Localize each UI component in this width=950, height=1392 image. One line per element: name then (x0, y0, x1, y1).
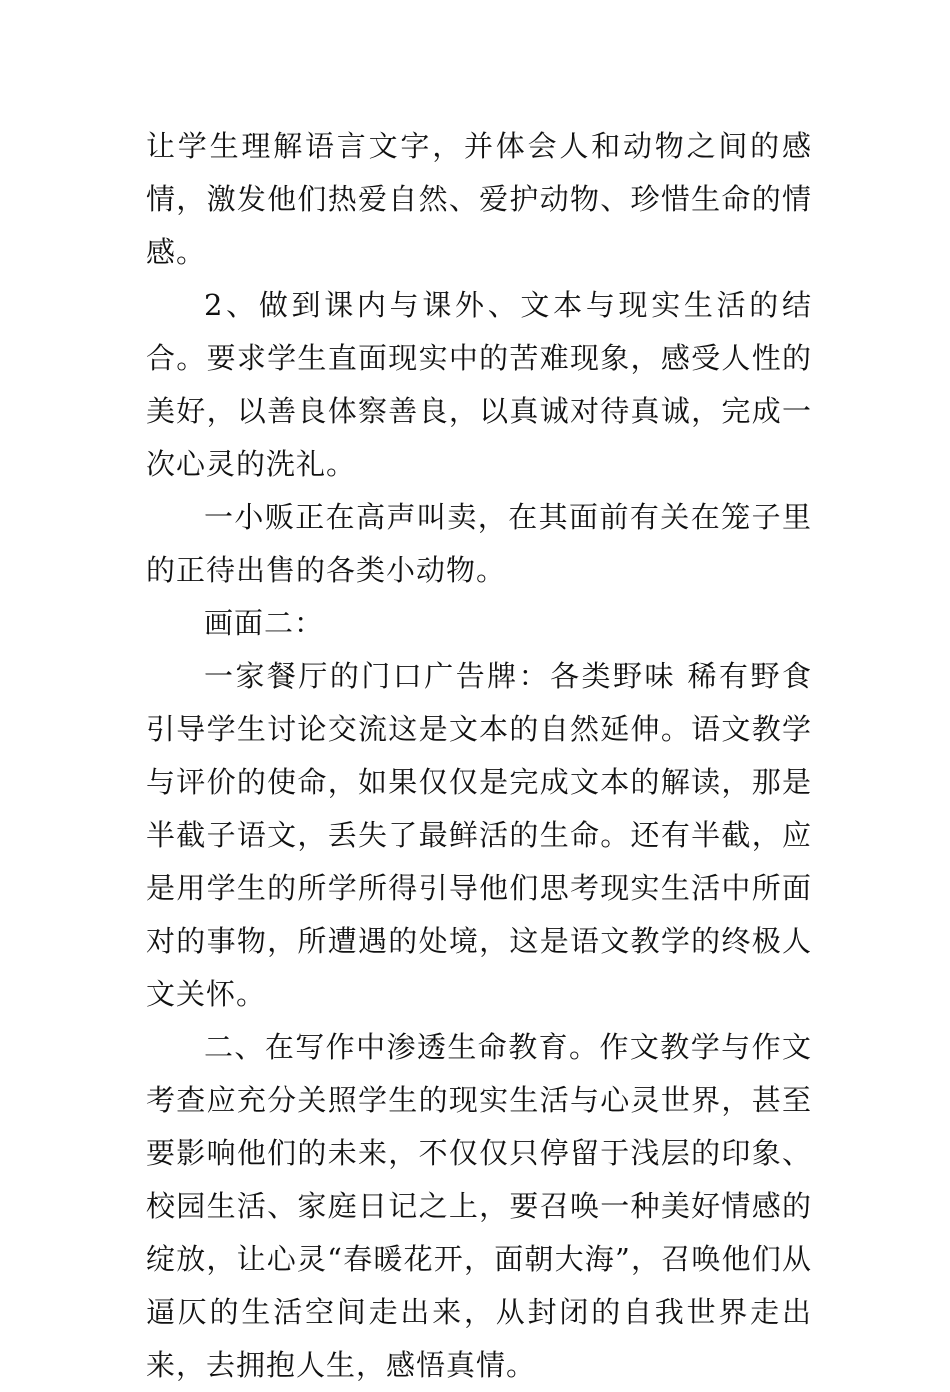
paragraph-point-2: 2、做到课内与课外、文本与现实生活的结合。要求学生直面现实中的苦难现象，感受人性的美好，以善良体察善良，以真诚对待真诚，完成一次心灵的洗礼。 (146, 288, 812, 481)
paragraph-continuation: 让学生理解语言文字，并体会人和动物之间的感情，激发他们热爱自然、爱护动物、珍惜生命的情感。 (146, 129, 812, 269)
paragraph-writing-education: 二、在写作中渗透生命教育。作文教学与作文考查应充分关照学生的现实生活与心灵世界，甚至要影响他们的未来，不仅仅只停留于浅层的印象、校园生活、家庭日记之上，要召唤一种美好情感的绽放，让心灵“春暖花开，面朝大海”，召唤他们从逼仄的生活空间走出来，从封闭的自我世界走出来，去拥抱人生，感悟真情。 (146, 1030, 812, 1382)
paragraph-scene-two-heading: 画面二： (204, 606, 325, 640)
paragraph-restaurant-sign: 一家餐厅的门口广告牌：各类野味 稀有野食引导学生讨论交流这是文本的自然延伸。语文教学与评价的使命，如果仅仅是完成文本的解读，那是半截子语文，丢失了最鲜活的生命。还有半截，应是用学生的所学所得引导他们思考现实生活中所面对的事物，所遭遇的处境，这是语文教学的终极人文关怀。 (146, 659, 812, 1011)
paragraph-scene-vendor: 一小贩正在高声叫卖，在其面前有关在笼子里的正待出售的各类小动物。 (146, 500, 812, 587)
document-body (146, 120, 812, 1392)
